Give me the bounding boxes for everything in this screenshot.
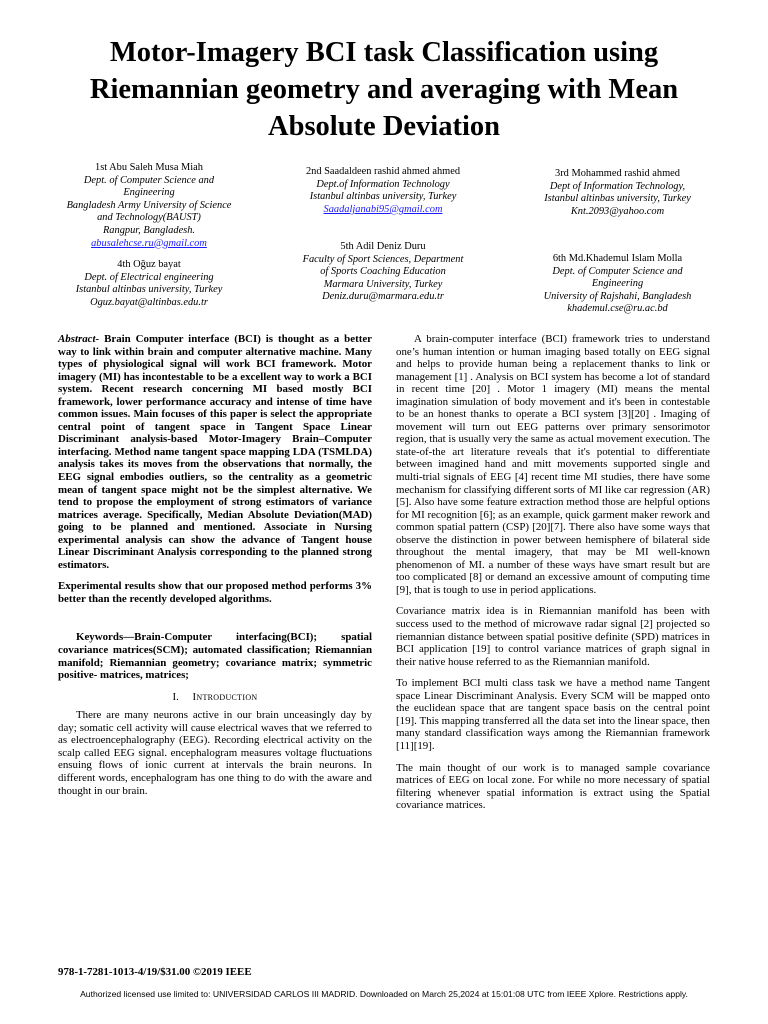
author-affiliation: Bangladesh Army University of Science bbox=[66, 199, 232, 211]
abstract-text: Brain Computer interface (BCI) is thought as a better way to link within brain and computer alternative machine. Many types of physiological signal will work BCI framework. Motor imagery (MI) has incontestable to be a excellent way to work a BCI system. Recent research concerning MI based mostly BCI framework, lower performance accuracy and intense of time have common issues. Main focuses of this paper is select the appropriate central point of tangent space in Tangent Space Linear Discriminant analysis-based Motor-Imagery Brain–Computer interfacing. Method name tangent space mapping LDA (TSMLDA) analysis takes its moves from the observations that normally, the EEG signal embodies outliers, so the centrality as a geometric mean of tangent space might not be the simplest alternative. We tend to propose the employment of strong estimators of variance matrices average. Specifically, Median Absolute Deviation(MAD) going to be planned and mentioned. Associate in Nursing experimental analysis can show the advance of Tangent house Linear Discriminant Analysis corresponding to the planned strong estimators. bbox=[58, 333, 372, 571]
author-email-link[interactable]: Saadaljanabi95@gmail.com bbox=[323, 203, 443, 215]
author-email: Knt.2093@yahoo.com bbox=[570, 205, 665, 217]
abstract bbox=[58, 333, 372, 571]
author-block-3 bbox=[505, 168, 730, 218]
body-paragraph: To implement BCI multi class task we have a method name Tangent space Linear Discriminant Analysis. Every SCM will be mapped onto the euclidean space that are tangent space basis on the central point [19]. This mapping transferred all the data set into the linear space, then many standard classification ways among the Riemannian framework [11][19]. bbox=[396, 677, 710, 752]
author-affiliation: of Sports Coaching Education bbox=[320, 266, 446, 278]
author-affiliation: Engineering bbox=[123, 187, 175, 199]
left-column bbox=[58, 333, 372, 806]
author-email: khademul.cse@ru.ac.bd bbox=[567, 303, 668, 315]
author-block-6 bbox=[505, 253, 730, 316]
author-block-5 bbox=[268, 241, 498, 304]
author-affiliation: Rangpur, Bangladesh. bbox=[102, 224, 196, 236]
copyright-code: 978-1-7281-1013-4/19/$31.00 ©2019 IEEE bbox=[58, 966, 252, 978]
author-name: 2nd Saadaldeen rashid ahmed ahmed bbox=[305, 166, 461, 177]
paper-title: Motor-Imagery BCI task Classification using Riemannian geometry and averaging with Mean Absolute Deviation bbox=[89, 37, 679, 142]
author-affiliation: Dept. of Computer Science and bbox=[552, 265, 683, 277]
author-name: 1st Abu Saleh Musa Miah bbox=[95, 162, 203, 173]
section-number: I. bbox=[172, 690, 179, 703]
author-name: 3rd Mohammed rashid ahmed bbox=[555, 168, 680, 179]
author-affiliation: Istanbul altinbas university, Turkey bbox=[309, 191, 457, 203]
body-paragraph: A brain-computer interface (BCI) framework tries to understand one’s human intention or human imaging based totally on EEG signal and helps to provide human being a replacement thanks to link or management [1] . Analysis on BCI system has become a lot of standard in recent time [20] . Motor 1 imagery (MI) means the mental imagination simulation of body movement and it's been in contestable to be an honest thanks to operate a BCI system [3][20] . Imaging of movement will turn out EEG patterns over primary sensorimotor region, that is usually very the same as actual movement execution. The state-of-the art literature reveals that it's potential to differentiate between imagined hand and mitt movements supported single and multi-trial signals of EEG [4] recent time MI studies, there have some mechanism for classifying different sorts of MI like car regression (AR) [5]. Also have some feature extraction method those are helpful options for MI recognition [6]; as an example, quick garment maker rework and common spatial pattern (CSP) [20][7]. There also have some ways that observe the distinction in power between hemisphere of bilateral side throughout the mental imagery, that may be MI well-known phenomenon of MI. a number of these ways have smart result but are too complicated [8] or demand an excessive amount of computing time [9], that is tough to use in period applications. bbox=[396, 333, 710, 596]
section-heading bbox=[58, 691, 372, 704]
author-email: Oguz.bayat@altinbas.edu.tr bbox=[90, 296, 208, 308]
author-affiliation: Dept. of Computer Science and bbox=[83, 174, 215, 186]
author-affiliation: Dept.of Information Technology bbox=[316, 178, 450, 190]
author-affiliation: Istanbul altinbas university, Turkey bbox=[544, 193, 691, 205]
abstract-result: Experimental results show that our proposed method performs 3% better than the recently developed algorithms. bbox=[58, 580, 372, 605]
author-affiliation: Dept of Information Technology, bbox=[549, 180, 686, 192]
author-name: 6th Md.Khademul Islam Molla bbox=[552, 253, 683, 264]
author-affiliation: Dept. of Electrical engineering bbox=[84, 271, 214, 283]
section-title: Introduction bbox=[192, 690, 258, 703]
body-paragraph: The main thought of our work is to managed sample covariance matrices of EEG on local zone. For while no more necessary of spatial filtering whenever spatial information is extract using the Spatial covariance matrices. bbox=[396, 761, 710, 812]
author-affiliation: Faculty of Sport Sciences, Department bbox=[302, 253, 464, 265]
author-affiliation: Engineering bbox=[591, 278, 644, 290]
intro-paragraph: There are many neurons active in our brain unceasingly day by day; somatic cell activity will cause electrical waves that we referred to as electroencephalography (EEG). Recording electrical activity on the scalp called EEG signal. encephalogram measures voltage fluctuations ensuing flows of ionic current at intervals the brain neurons. In different words, encephalogram has one thing to do with the aware and thought in our brain. bbox=[58, 709, 372, 797]
author-name: 4th Oğuz bayat bbox=[117, 259, 181, 270]
author-name: 5th Adil Deniz Duru bbox=[340, 241, 426, 252]
author-block-1 bbox=[38, 162, 260, 250]
body-paragraph: Covariance matrix idea is in Riemannian manifold has been with success used to the method of microwave radar signal [2] projected so riemannian distance between spatial positive definite (SPD) matrices in BCI application [19] to control variance matrices of graph signal in their native house referred to as the Riemannian manifold. bbox=[396, 605, 710, 668]
author-affiliation: Istanbul altinbas university, Turkey bbox=[75, 284, 223, 296]
author-email: Deniz.duru@marmara.edu.tr bbox=[322, 291, 444, 303]
author-block-4 bbox=[38, 259, 260, 309]
right-column bbox=[396, 333, 710, 821]
author-block-2 bbox=[268, 166, 498, 216]
keywords: Keywords—Brain-Computer interfacing(BCI); spatial covariance matrices(SCM); automated classification; Riemannian manifold; Riemannian geometry; covariance matrix; symmetric positive- matrices, matrices; bbox=[58, 631, 372, 682]
author-affiliation: University of Rajshahi, Bangladesh bbox=[543, 290, 692, 302]
authorized-use-notice: Authorized licensed use limited to: UNIVERSIDAD CARLOS III MADRID. Downloaded on March 25,2024 at 15:01:08 UTC from IEEE Xplore. Restrictions apply. bbox=[80, 989, 688, 999]
author-affiliation: and Technology(BAUST) bbox=[97, 212, 201, 224]
author-email-link[interactable]: abusalehcse.ru@gmail.com bbox=[91, 237, 207, 249]
author-affiliation: Marmara University, Turkey bbox=[323, 278, 443, 290]
abstract-label: Abstract- bbox=[58, 333, 100, 345]
